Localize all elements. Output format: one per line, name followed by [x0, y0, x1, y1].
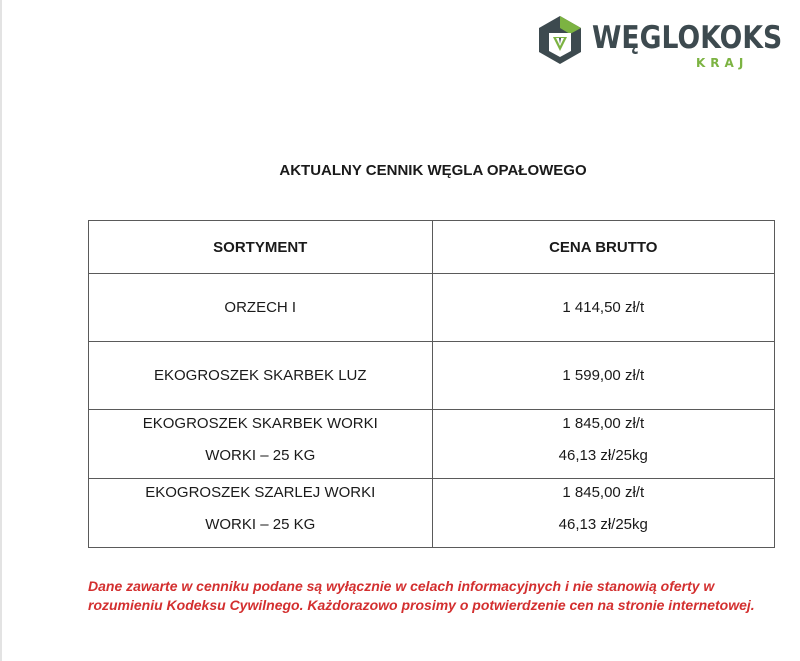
- assortment-cell: EKOGROSZEK SKARBEK LUZ: [89, 342, 433, 410]
- assortment-name: EKOGROSZEK SZARLEJ WORKI: [145, 484, 376, 501]
- brand-logo-icon: [534, 14, 586, 66]
- price-cell: 1 599,00 zł/t: [432, 342, 774, 410]
- column-header-assortment: SORTYMENT: [89, 221, 433, 274]
- column-header-price: CENA BRUTTO: [432, 221, 774, 274]
- price-table: [88, 220, 775, 548]
- price-per-ton: 1 845,00 zł/t: [562, 484, 645, 501]
- table-row: [89, 342, 775, 410]
- page-title: AKTUALNY CENNIK WĘGLA OPAŁOWEGO: [279, 162, 587, 179]
- assortment-package: WORKI – 25 KG: [205, 516, 316, 533]
- price-cell: 1 414,50 zł/t: [432, 274, 774, 342]
- brand-subtitle: KRAJ: [696, 56, 749, 70]
- price-per-bag: 46,13 zł/25kg: [558, 447, 648, 464]
- page-edge-rule: [0, 0, 2, 661]
- disclaimer-note: Dane zawarte w cenniku podane są wyłącznie w celach informacyjnych i nie stanowią oferty w rozumieniu Kodeksu Cywilnego. Każdorazowo prosimy o potwierdzenie cen na stronie internetowej.: [88, 578, 755, 613]
- assortment-name: EKOGROSZEK SKARBEK WORKI: [142, 415, 378, 432]
- price-per-bag: 46,13 zł/25kg: [558, 516, 648, 533]
- brand-name: WĘGLOKOKS: [592, 20, 783, 56]
- table-row: [89, 410, 775, 479]
- assortment-cell: [89, 479, 433, 548]
- brand-logo: [534, 14, 783, 76]
- price-cell: [432, 479, 774, 548]
- assortment-cell: ORZECH I: [89, 274, 433, 342]
- table-row: [89, 479, 775, 548]
- assortment-package: WORKI – 25 KG: [205, 447, 316, 464]
- price-per-ton: 1 845,00 zł/t: [562, 415, 645, 432]
- price-cell: [432, 410, 774, 479]
- assortment-cell: [89, 410, 433, 479]
- table-header-row: [89, 221, 775, 274]
- table-row: [89, 274, 775, 342]
